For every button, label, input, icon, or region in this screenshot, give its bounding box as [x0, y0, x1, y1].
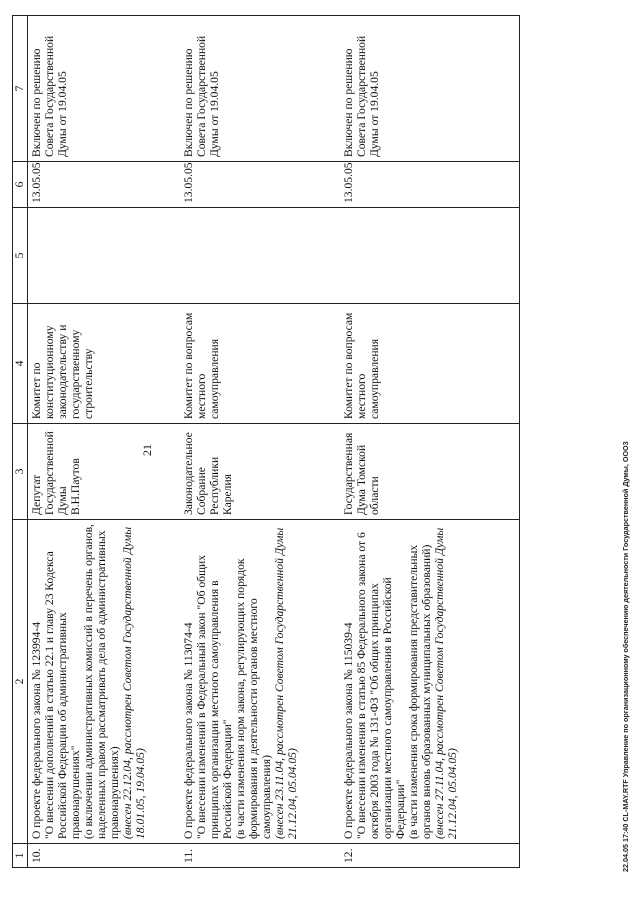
- bill-introduced: (внесен 22.12.04, рассмотрен Советом Государственной Думы 18.01.05, 19.04.05): [121, 526, 147, 839]
- bill-title: О проекте федерального закона № 123994-4: [30, 622, 43, 839]
- row-number: 11.: [180, 844, 340, 868]
- column-5-cell: [340, 208, 520, 304]
- bill-name: "О внесении изменения в статью 85 Федерального закона от 6 октября 2003 года № 131-ФЗ "Об общих принципах организации местного самоуправления в Российской Федерации": [354, 532, 407, 839]
- review-date: 13.05.05: [180, 162, 340, 208]
- column-header: 7: [13, 16, 28, 162]
- page-number: 21: [140, 444, 154, 456]
- column-header: 5: [13, 208, 28, 304]
- row-number: 10.: [28, 844, 180, 868]
- agenda-table: [12, 15, 520, 868]
- bill-title: О проекте федерального закона № 115039-4: [341, 622, 355, 839]
- bill-name: "О внесении изменений в Федеральный закон "Об общих принципах организации местного самоуправления в Российской Федерации": [194, 554, 234, 839]
- review-date: 13.05.05: [340, 162, 520, 208]
- inclusion-status: Включен по решению Совета Государственной Думы от 19.04.05: [28, 16, 180, 162]
- column-5-cell: [28, 208, 180, 304]
- column-header: 6: [13, 162, 28, 208]
- column-header: 4: [13, 304, 28, 424]
- responsible-committee: Комитет по вопросам местного самоуправления: [180, 304, 340, 424]
- column-5-cell: [180, 208, 340, 304]
- inclusion-status: Включен по решению Совета Государственной Думы от 19.04.05: [340, 16, 520, 162]
- table-row: [180, 16, 340, 868]
- column-header: 2: [13, 520, 28, 844]
- bill-author: Депутат Государственной Думы В.Н.Паутов: [28, 424, 180, 520]
- bill-introduced: (внесен 23.11.04, рассмотрен Советом Государственной Думы 21.12.04, 05.04.05): [272, 527, 299, 839]
- responsible-committee: Комитет по конституционному законодательству и государственному строительству: [28, 304, 180, 424]
- bill-title: О проекте федерального закона № 113074-4: [181, 622, 195, 839]
- bill-note: (в части изменения срока формирования представительных органов вновь образованных муниципальных образований): [406, 544, 433, 839]
- header-row: [13, 16, 28, 868]
- responsible-committee: Комитет по вопросам местного самоуправления: [340, 304, 520, 424]
- bill-description: [340, 520, 520, 844]
- inclusion-status: Включен по решению Совета Государственной Думы от 19.04.05: [180, 16, 340, 162]
- bill-note: (в части изменения норм закона, регулирующих порядок формирования и деятельности органов местного самоуправления): [233, 558, 273, 839]
- bill-note: (о включении административных комиссий в перечень органов, наделенных правом рассматривать дела об административных правонарушениях): [82, 524, 121, 839]
- table-row: [340, 16, 520, 868]
- bill-author: Государственная Дума Томской области: [340, 424, 520, 520]
- bill-author: Законодательное Собрание Республики Карелия: [180, 424, 340, 520]
- row-number: 12.: [340, 844, 520, 868]
- bill-description: [180, 520, 340, 844]
- bill-description: [28, 520, 180, 844]
- column-header: 3: [13, 424, 28, 520]
- column-header: 1: [13, 844, 28, 868]
- review-date: 13.05.05: [28, 162, 180, 208]
- document-footer: 22.04.05 17:40 CL-MAY.RTF Управление по организационному обеспечению деятельности Государственной Думы, ООО3: [621, 441, 630, 872]
- bill-name: "О внесении дополнений в статью 22.1 и главу 23 Кодекса Российской Федерации об административных правонарушениях": [43, 551, 82, 839]
- table-row: [28, 16, 180, 868]
- bill-introduced: (внесен 27.11.04, рассмотрен Советом Государственной Думы 21.12.04, 05.04.05): [432, 527, 459, 839]
